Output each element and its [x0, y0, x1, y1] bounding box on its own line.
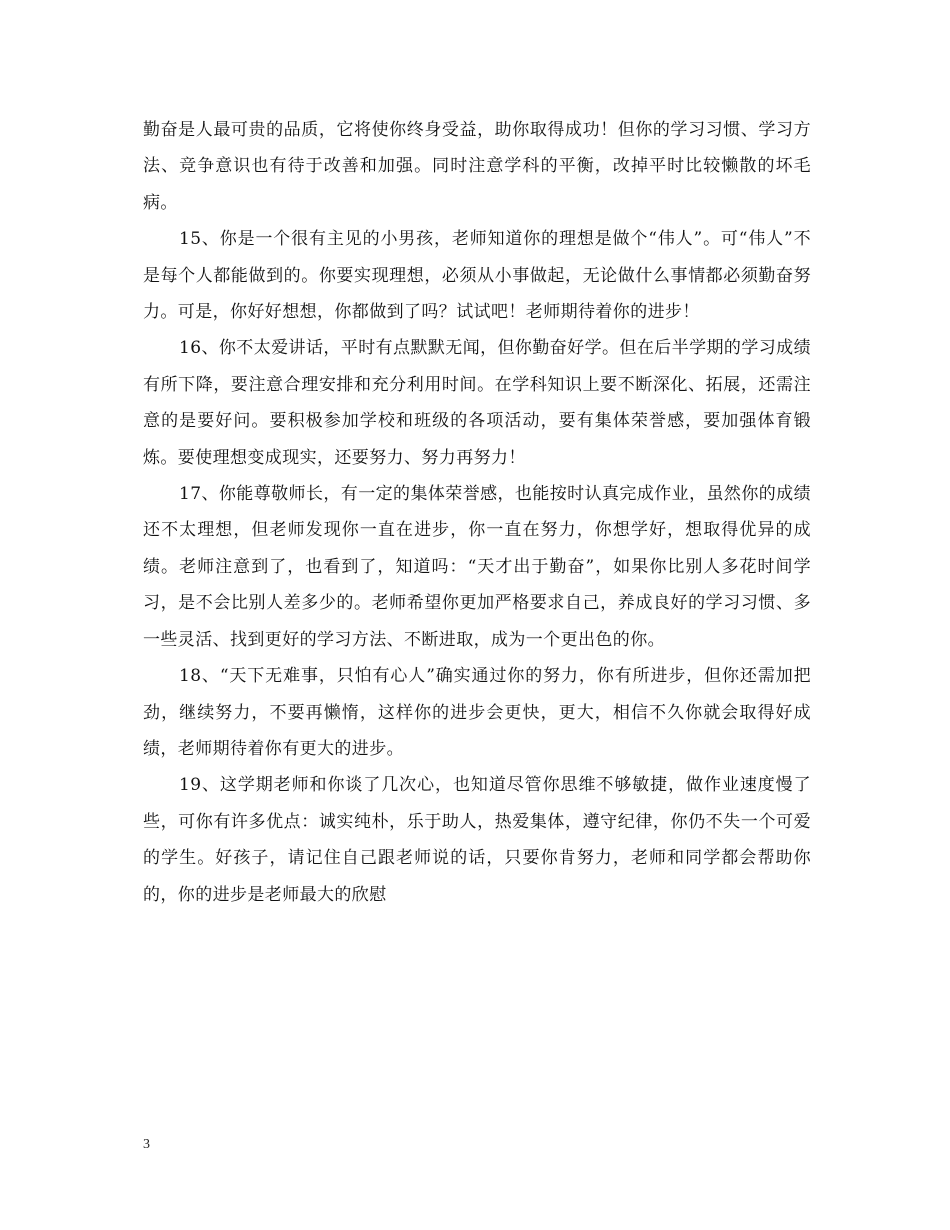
paragraph-item-19: 19、这学期老师和你谈了几次心，也知道尽管你思维不够敏捷，做作业速度慢了些，可你有许多优点：诚实纯朴，乐于助人，热爱集体，遵守纪律，你仍不失一个可爱的学生。好孩子，请记住自己跟老师说的话，只要你肯努力，老师和同学都会帮助你的，你的进步是老师最大的欣慰	[143, 775, 811, 905]
paragraph-item-17: 17、你能尊敬师长，有一定的集体荣誉感，也能按时认真完成作业，虽然你的成绩还不太理想，但老师发现你一直在进步，你一直在努力，你想学好，想取得优异的成绩。老师注意到了，也看到了，知道吗：“天才出于勤奋”，如果你比别人多花时间学习，是不会比别人差多少的。老师希望你更加严格要求自己，养成良好的学习习惯、多一些灵活、找到更好的学习方法、不断进取，成为一个更出色的你。	[143, 484, 811, 650]
page-number: 3	[143, 1137, 150, 1152]
paragraph-item-16: 16、你不太爱讲话，平时有点默默无闻，但你勤奋好学。但在后半学期的学习成绩有所下降，要注意合理安排和充分利用时间。在学科知识上要不断深化、拓展，还需注意的是要好问。要积极参加学校和班级的各项活动，要有集体荣誉感，要加强体育锻炼。要使理想变成现实，还要努力、努力再努力！	[143, 338, 811, 468]
paragraph-item-15: 15、你是一个很有主见的小男孩，老师知道你的理想是做个“伟人”。可“伟人”不是每个人都能做到的。你要实现理想，必须从小事做起，无论做什么事情都必须勤奋努力。可是，你好好想想，你都做到了吗？试试吧！老师期待着你的进步！	[143, 229, 811, 323]
document-body	[143, 112, 811, 913]
paragraph-item-18: 18、“天下无难事，只怕有心人”确实通过你的努力，你有所进步，但你还需加把劲，继续努力，不要再懒惰，这样你的进步会更快，更大，相信不久你就会取得好成绩，老师期待着你有更大的进步。	[143, 666, 811, 759]
paragraph-continued: 勤奋是人最可贵的品质，它将使你终身受益，助你取得成功！但你的学习习惯、学习方法、竞争意识也有待于改善和加强。同时注意学科的平衡，改掉平时比较懒散的坏毛病。	[143, 120, 811, 213]
